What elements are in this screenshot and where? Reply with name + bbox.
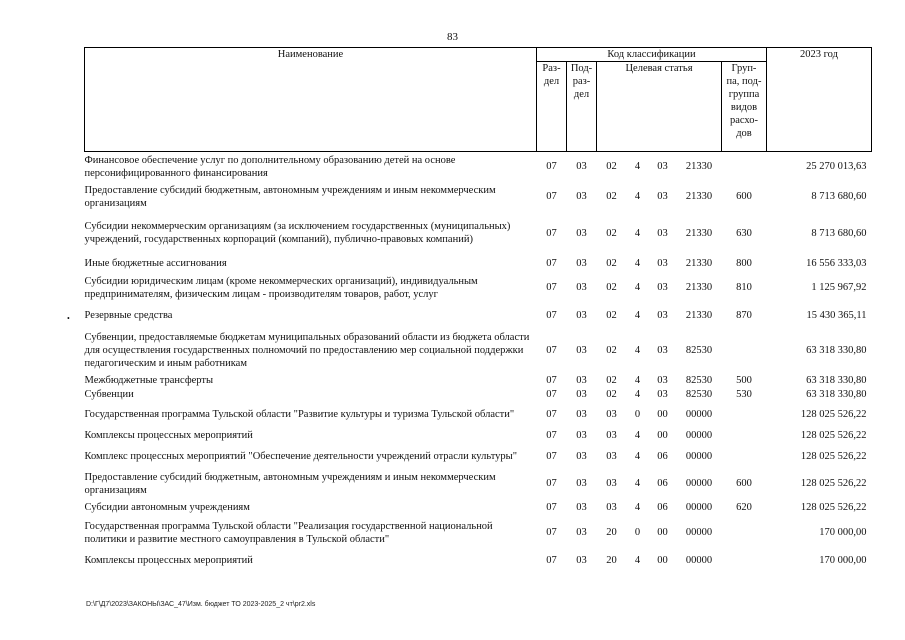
row-amount: 63 318 330,80 (806, 374, 867, 386)
header-podrazdel: Под- раз- дел (567, 62, 597, 152)
row-target-type: 4 (634, 161, 641, 173)
row-amount: 128 025 526,22 (800, 501, 867, 513)
budget-table (84, 47, 872, 573)
row-podrazdel: 03 (576, 374, 587, 386)
row-expense-type (722, 517, 767, 549)
row-target-direction: 00000 (685, 555, 713, 566)
row-expense-type: 600 (736, 478, 752, 489)
row-target-direction: 21330 (685, 258, 713, 269)
row-podrazdel: 03 (576, 408, 587, 420)
row-target-direction: 00000 (685, 501, 713, 513)
row-target-type: 4 (634, 374, 641, 386)
row-name: Предоставление субсидий бюджетным, автономным учреждениям и иным некоммерческим организациям (84, 184, 496, 209)
row-amount: 170 000,00 (819, 555, 867, 566)
row-target-subprogram: 03 (657, 161, 668, 173)
row-target-subprogram: 06 (657, 478, 668, 489)
row-razdel: 07 (546, 527, 557, 538)
row-target-type: 4 (634, 191, 641, 202)
row-target-subprogram: 03 (657, 258, 668, 269)
row-target-type: 4 (634, 344, 641, 356)
row-target-program: 03 (606, 478, 617, 489)
row-amount: 128 025 526,22 (800, 429, 867, 441)
row-target-program: 02 (606, 388, 617, 400)
row-name: Государственная программа Тульской области "Развитие культуры и туризма Тульской области" (84, 408, 515, 420)
row-target-program: 02 (606, 309, 617, 321)
row-target-program: 03 (606, 501, 617, 513)
row-target-type: 4 (634, 309, 641, 321)
table-row (85, 517, 872, 549)
row-target-direction: 00000 (685, 478, 713, 489)
row-target-program: 03 (606, 408, 617, 420)
row-amount: 25 270 013,63 (806, 161, 867, 173)
header-name: Наименование (85, 48, 537, 152)
row-target-type: 4 (634, 429, 641, 441)
row-target-program: 02 (606, 161, 617, 173)
row-podrazdel: 03 (576, 388, 587, 400)
row-target-type: 4 (634, 555, 641, 566)
margin-mark: • (67, 314, 70, 323)
table-row (85, 549, 872, 573)
row-target-subprogram: 00 (657, 408, 668, 420)
row-name: Иные бюджетные ассигнования (84, 258, 227, 269)
row-target-subprogram: 03 (657, 374, 668, 386)
row-target-direction: 00000 (685, 408, 713, 420)
row-target-direction: 00000 (685, 429, 713, 441)
row-target-direction: 21330 (685, 282, 713, 293)
row-podrazdel: 03 (576, 282, 587, 293)
row-name: Комплекс процессных мероприятий "Обеспечение деятельности учреждений отрасли культуры" (84, 450, 518, 462)
row-target-type: 0 (634, 527, 641, 538)
row-podrazdel: 03 (576, 227, 587, 239)
row-amount: 128 025 526,22 (800, 478, 867, 489)
row-razdel: 07 (546, 309, 557, 321)
row-name: Предоставление субсидий бюджетным, автономным учреждениям и иным некоммерческим организациям (84, 471, 496, 496)
row-target-program: 02 (606, 258, 617, 269)
row-razdel: 07 (546, 344, 557, 356)
table-row (85, 328, 872, 373)
row-razdel: 07 (546, 282, 557, 293)
row-razdel: 07 (546, 429, 557, 441)
row-target-program: 20 (606, 555, 617, 566)
row-name: Резервные средства (84, 309, 173, 321)
row-expense-type: 810 (736, 282, 752, 293)
row-name: Комплексы процессных мероприятий (84, 555, 253, 566)
row-name: Субсидии юридическим лицам (кроме некоммерческих организаций), индивидуальным предпринимателям, физическим лицам - производителям товаров, работ, услуг (84, 275, 478, 300)
row-target-subprogram: 03 (657, 344, 668, 356)
row-target-type: 4 (634, 282, 641, 293)
row-amount: 16 556 333,03 (806, 258, 867, 269)
row-razdel: 07 (546, 501, 557, 513)
row-target-direction: 82530 (685, 374, 713, 386)
row-target-program: 03 (606, 429, 617, 441)
row-target-program: 02 (606, 227, 617, 239)
row-name: Межбюджетные трансферты (84, 374, 214, 386)
table-row (85, 401, 872, 428)
row-name: Финансовое обеспечение услуг по дополнительному образованию детей на основе персонифицированного финансирования (84, 154, 456, 179)
row-amount: 8 713 680,60 (811, 227, 867, 239)
row-name: Субвенции (84, 388, 134, 400)
table-row (85, 273, 872, 303)
row-target-program: 03 (606, 450, 617, 462)
row-target-program: 02 (606, 191, 617, 202)
row-target-direction: 21330 (685, 191, 713, 202)
page-number: 83 (447, 31, 458, 43)
row-expense-type: 870 (736, 309, 752, 321)
row-target-type: 4 (634, 450, 641, 462)
row-target-subprogram: 06 (657, 450, 668, 462)
row-target-subprogram: 00 (657, 555, 668, 566)
row-target-subprogram: 03 (657, 191, 668, 202)
row-target-subprogram: 00 (657, 527, 668, 538)
row-podrazdel: 03 (576, 450, 587, 462)
row-target-subprogram: 06 (657, 501, 668, 513)
row-expense-type: 500 (736, 374, 752, 386)
row-target-type: 4 (634, 501, 641, 513)
header-razdel: Раз- дел (537, 62, 567, 152)
row-podrazdel: 03 (576, 527, 587, 538)
header-target: Целевая статья (597, 62, 722, 152)
row-target-program: 20 (606, 527, 617, 538)
row-podrazdel: 03 (576, 258, 587, 269)
row-razdel: 07 (546, 161, 557, 173)
table-row (85, 152, 872, 182)
row-amount: 1 125 967,92 (811, 282, 867, 293)
row-expense-type (722, 443, 767, 470)
row-podrazdel: 03 (576, 191, 587, 202)
row-target-direction: 82530 (685, 344, 713, 356)
row-razdel: 07 (546, 555, 557, 566)
row-expense-type (722, 428, 767, 443)
table-row (85, 470, 872, 498)
row-target-direction: 21330 (685, 227, 713, 239)
row-podrazdel: 03 (576, 555, 587, 566)
row-target-direction: 00000 (685, 450, 713, 462)
table-row (85, 373, 872, 388)
row-expense-type (722, 549, 767, 573)
row-expense-type: 630 (736, 227, 752, 239)
row-expense-type (722, 401, 767, 428)
row-target-program: 02 (606, 282, 617, 293)
row-target-direction: 21330 (685, 161, 713, 173)
header-code-group: Код классификации (537, 48, 767, 62)
row-razdel: 07 (546, 227, 557, 239)
row-razdel: 07 (546, 374, 557, 386)
row-target-direction: 82530 (685, 388, 713, 400)
table-row (85, 255, 872, 273)
row-target-type: 4 (634, 478, 641, 489)
header-year: 2023 год (767, 48, 872, 152)
row-razdel: 07 (546, 450, 557, 462)
table-row (85, 182, 872, 212)
row-target-program: 02 (606, 374, 617, 386)
row-amount: 63 318 330,80 (806, 344, 867, 356)
footer-file-path: D:\Г\Д7\2023\ЗАКОНЫ\ЗАС_47\Изм. бюджет ТО 2023-2025_2 чт\pr2.xls (86, 601, 316, 608)
row-expense-type: 620 (736, 501, 752, 513)
row-razdel: 07 (546, 388, 557, 400)
row-target-subprogram: 00 (657, 429, 668, 441)
table-row (85, 212, 872, 255)
row-expense-type (722, 152, 767, 182)
row-podrazdel: 03 (576, 478, 587, 489)
row-podrazdel: 03 (576, 309, 587, 321)
row-amount: 8 713 680,60 (811, 191, 867, 202)
row-amount: 128 025 526,22 (800, 408, 867, 420)
row-name: Государственная программа Тульской области "Реализация государственной национальной политики и развитие местного самоуправления в Тульской области" (84, 520, 493, 545)
row-target-subprogram: 03 (657, 388, 668, 400)
row-name: Субсидии автономным учреждениям (84, 501, 250, 513)
row-razdel: 07 (546, 258, 557, 269)
row-razdel: 07 (546, 478, 557, 489)
table-row (85, 303, 872, 328)
row-razdel: 07 (546, 191, 557, 202)
row-name: Субсидии некоммерческим организациям (за исключением государственных (муниципальных) учреждений, государственных корпораций (компаний), публично-правовых компаний) (84, 221, 511, 245)
row-razdel: 07 (546, 408, 557, 420)
row-target-type: 0 (634, 408, 641, 420)
row-target-direction: 21330 (685, 309, 713, 321)
row-target-type: 4 (634, 227, 641, 239)
row-amount: 15 430 365,11 (806, 309, 867, 321)
row-expense-type: 600 (736, 191, 752, 202)
row-expense-type: 530 (736, 388, 752, 400)
header-vid: Груп- па, под- группа видов расхо- дов (722, 62, 767, 152)
table-row (85, 498, 872, 517)
table-row (85, 443, 872, 470)
row-target-subprogram: 03 (657, 227, 668, 239)
row-target-type: 4 (634, 388, 641, 400)
row-target-type: 4 (634, 258, 641, 269)
table-row (85, 428, 872, 443)
row-amount: 128 025 526,22 (800, 450, 867, 462)
row-target-program: 02 (606, 344, 617, 356)
table-row (85, 388, 872, 401)
row-name: Субвенции, предоставляемые бюджетам муниципальных образований области из бюджета области для осуществления государственных полномочий по предоставлению мер социальной поддержки педагогическим и иным работникам (84, 331, 530, 369)
row-target-subprogram: 03 (657, 282, 668, 293)
row-podrazdel: 03 (576, 501, 587, 513)
row-target-direction: 00000 (685, 527, 713, 538)
row-expense-type (722, 328, 767, 373)
row-podrazdel: 03 (576, 429, 587, 441)
row-amount: 63 318 330,80 (806, 388, 867, 400)
row-expense-type: 800 (736, 258, 752, 269)
row-amount: 170 000,00 (819, 527, 867, 538)
row-podrazdel: 03 (576, 344, 587, 356)
row-podrazdel: 03 (576, 161, 587, 173)
row-target-subprogram: 03 (657, 309, 668, 321)
row-name: Комплексы процессных мероприятий (84, 429, 253, 441)
